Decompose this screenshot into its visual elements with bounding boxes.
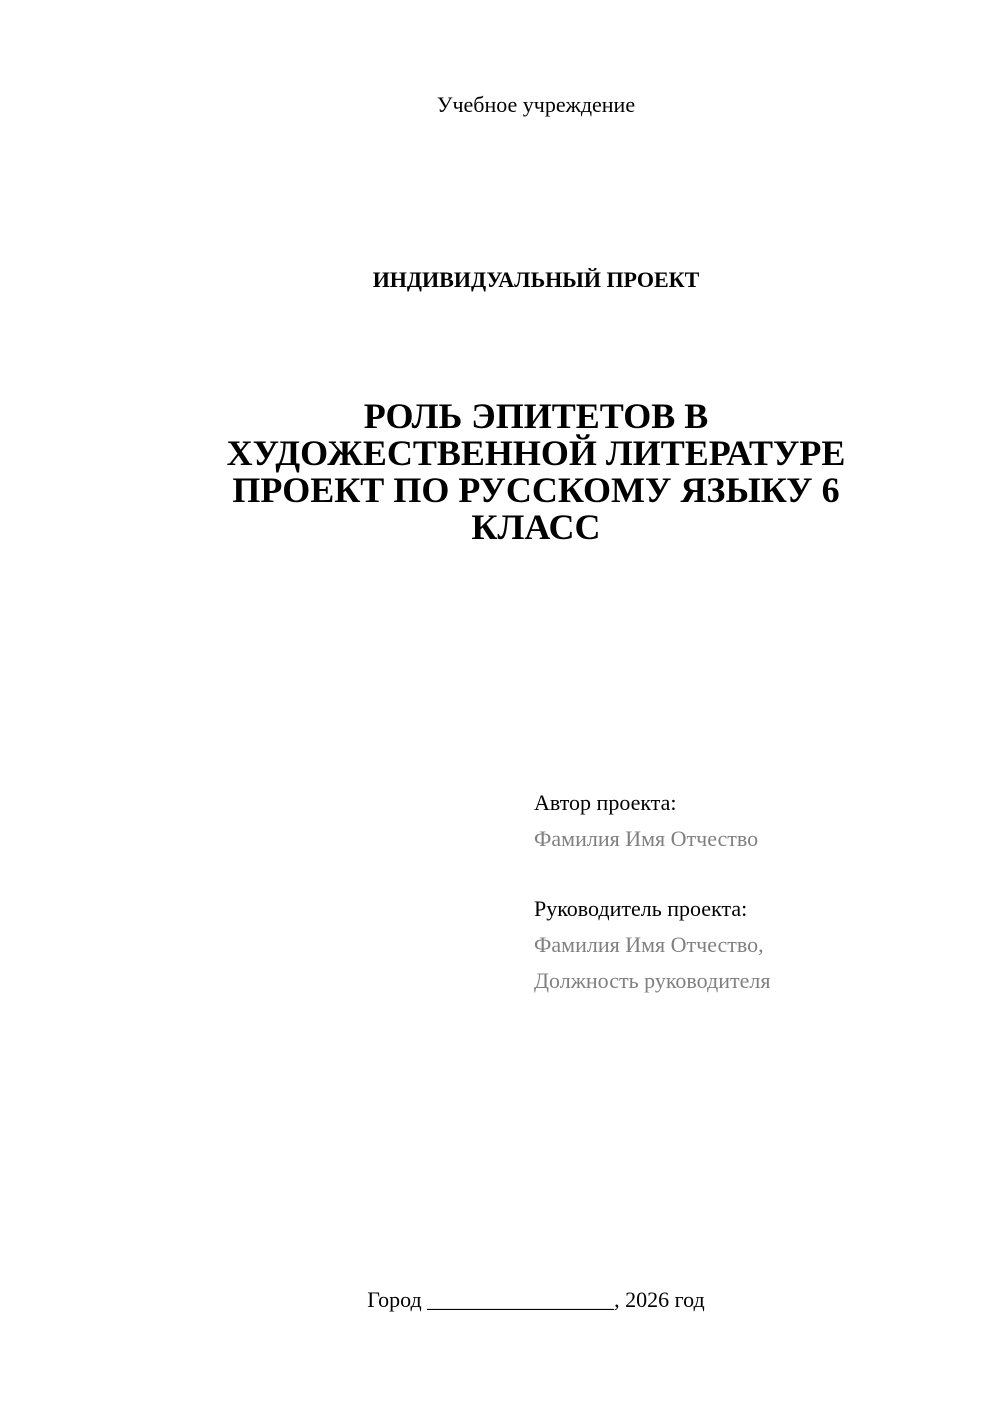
- supervisor-position: Должность руководителя: [534, 968, 771, 993]
- project-title: [180, 398, 892, 546]
- project-title-line: КЛАСС: [471, 507, 601, 547]
- supervisor-name: Фамилия Имя Отчество,: [534, 932, 764, 957]
- supervisor-label: Руководитель проекта:: [534, 896, 748, 921]
- author-name: Фамилия Имя Отчество: [534, 826, 759, 851]
- document-type: ИНДИВИДУАЛЬНЫЙ ПРОЕКТ: [372, 267, 700, 292]
- institution-name: Учебное учреждение: [436, 92, 636, 117]
- author-block: [534, 785, 758, 857]
- project-title-line: РОЛЬ ЭПИТЕТОВ В: [363, 396, 709, 436]
- project-title-line: ПРОЕКТ ПО РУССКОМУ ЯЗЫКУ 6: [232, 470, 840, 510]
- author-label: Автор проекта:: [534, 790, 677, 815]
- supervisor-block: [534, 891, 770, 999]
- project-title-line: ХУДОЖЕСТВЕННОЙ ЛИТЕРАТУРЕ: [226, 433, 846, 473]
- city-year-line: Город _________________, 2026 год: [367, 1287, 705, 1312]
